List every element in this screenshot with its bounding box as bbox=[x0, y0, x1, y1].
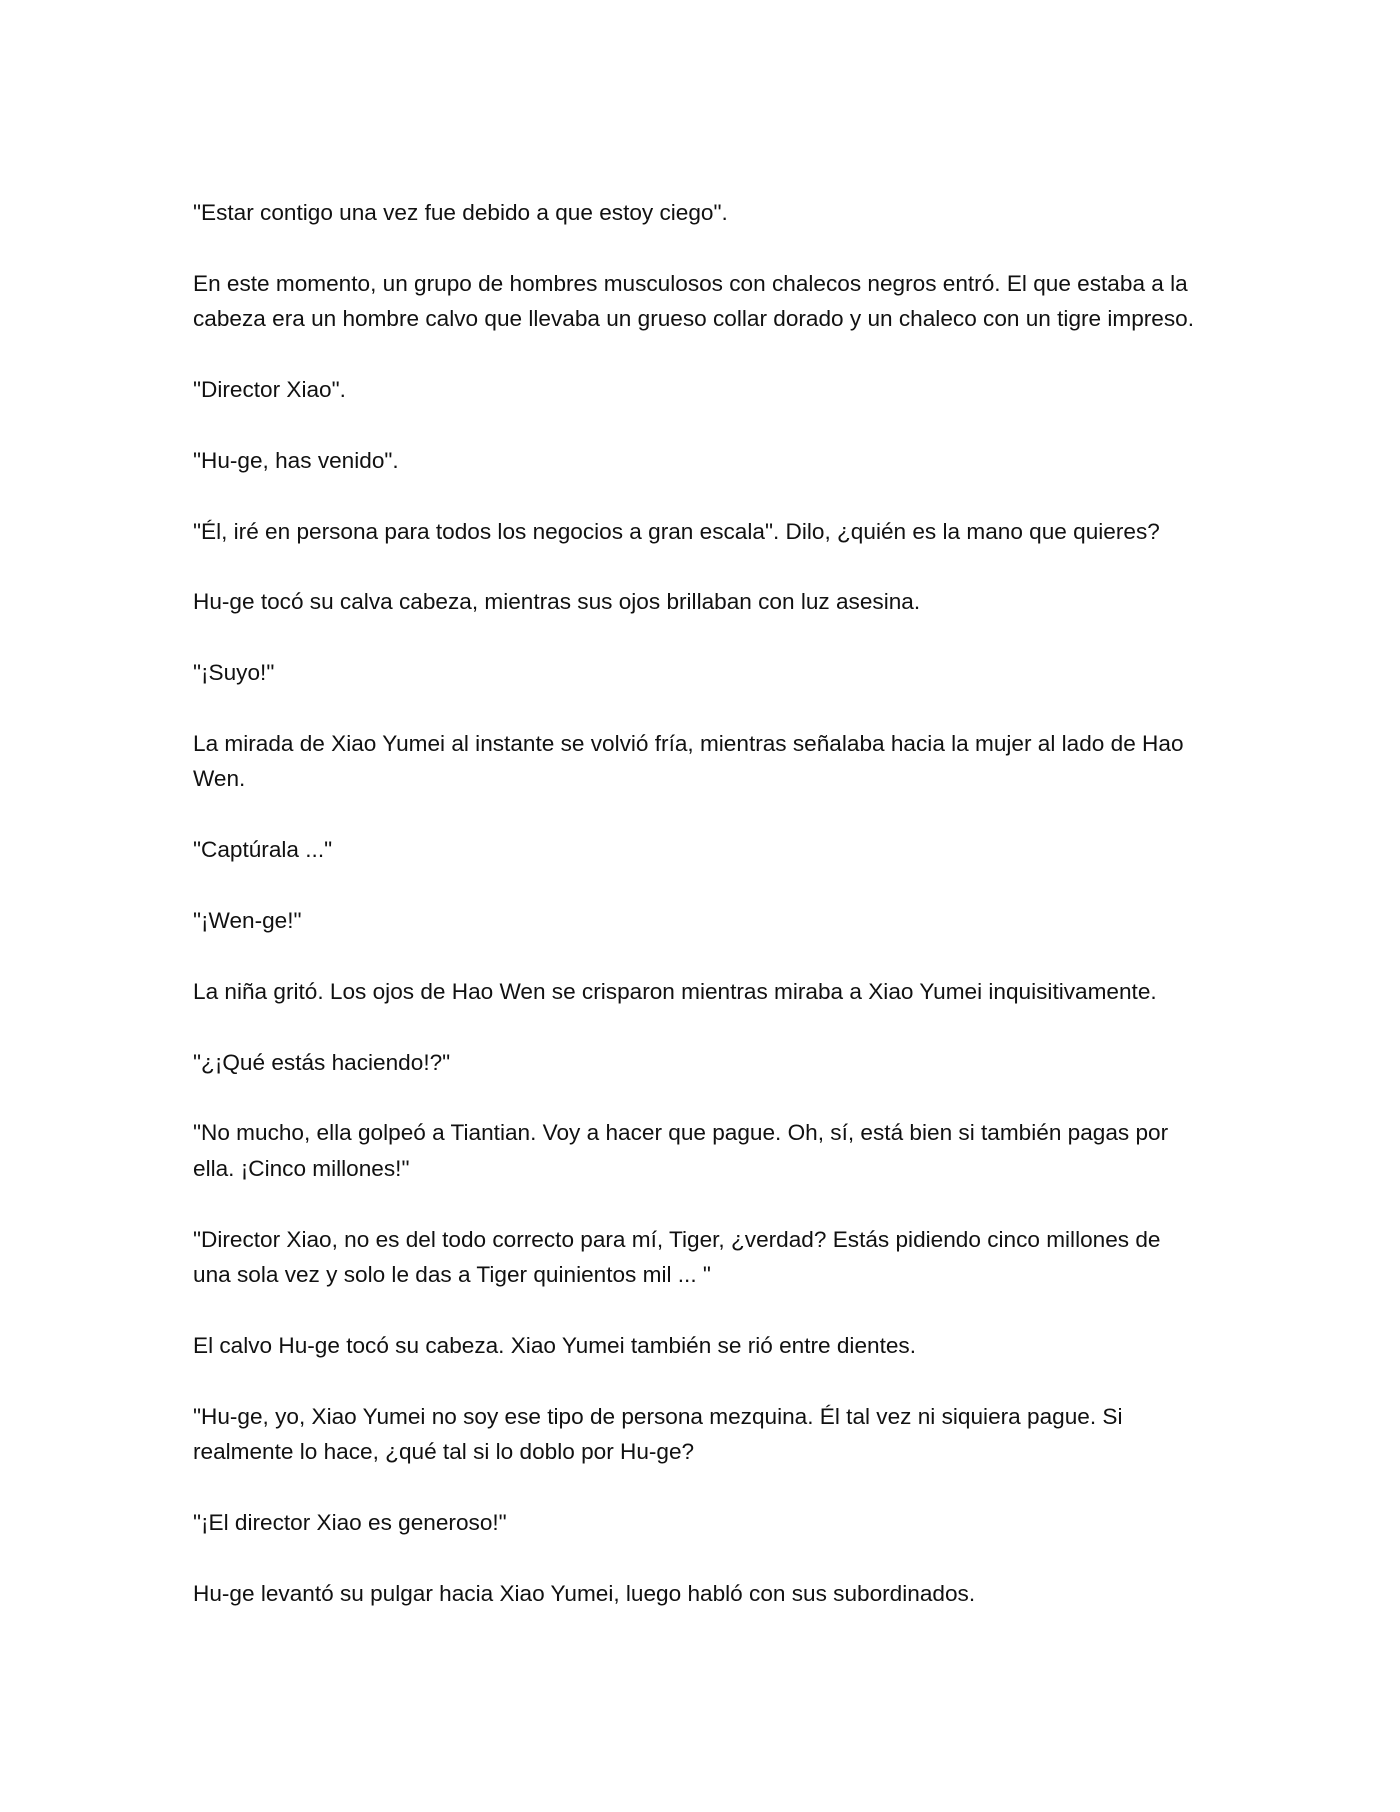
paragraph-11: La niña gritó. Los ojos de Hao Wen se crisparon mientras miraba a Xiao Yumei inquisitivamente. bbox=[193, 978, 1157, 1004]
paragraph-18: Hu-ge levantó su pulgar hacia Xiao Yumei, luego habló con sus subordinados. bbox=[193, 1580, 976, 1606]
paragraph-1: "Estar contigo una vez fue debido a que estoy ciego". bbox=[193, 200, 728, 225]
paragraph-17: "¡El director Xiao es generoso!" bbox=[193, 1509, 507, 1535]
paragraph-13: "No mucho, ella golpeó a Tiantian. Voy a hacer que pague. Oh, sí, está bien si también pagas por ella. ¡Cinco millones!" bbox=[193, 1120, 1169, 1181]
paragraph-14: "Director Xiao, no es del todo correcto para mí, Tiger, ¿verdad? Estás pidiendo cinco millones de una sola vez y solo le das a Tiger quinientos mil ... " bbox=[193, 1226, 1161, 1287]
paragraph-9: "Captúrala ..." bbox=[193, 837, 333, 863]
paragraph-7: "¡Suyo!" bbox=[193, 660, 275, 686]
paragraph-3: "Director Xiao". bbox=[193, 377, 346, 402]
paragraph-15: El calvo Hu-ge tocó su cabeza. Xiao Yumei también se rió entre dientes. bbox=[193, 1332, 916, 1358]
paragraph-6: Hu-ge tocó su calva cabeza, mientras sus ojos brillaban con luz asesina. bbox=[193, 589, 921, 615]
paragraph-4: "Hu-ge, has venido". bbox=[193, 447, 399, 473]
paragraph-5: "Él, iré en persona para todos los negocios a gran escala". Dilo, ¿quién es la mano que quieres? bbox=[193, 518, 1160, 544]
paragraph-10: "¡Wen-ge!" bbox=[193, 907, 302, 933]
paragraph-8: La mirada de Xiao Yumei al instante se volvió fría, mientras señalaba hacia la mujer al lado de Hao Wen. bbox=[193, 730, 1184, 792]
paragraph-16: "Hu-ge, yo, Xiao Yumei no soy ese tipo de persona mezquina. Él tal vez ni siquiera pague. Si realmente lo hace, ¿qué tal si lo doblo por Hu-ge? bbox=[193, 1403, 1123, 1464]
document-body bbox=[193, 195, 1203, 1646]
paragraph-2: En este momento, un grupo de hombres musculosos con chalecos negros entró. El que estaba a la cabeza era un hombre calvo que llevaba un grueso collar dorado y un chaleco con un tigre impreso. bbox=[193, 270, 1195, 332]
paragraph-12: "¿¡Qué estás haciendo!?" bbox=[193, 1049, 451, 1075]
